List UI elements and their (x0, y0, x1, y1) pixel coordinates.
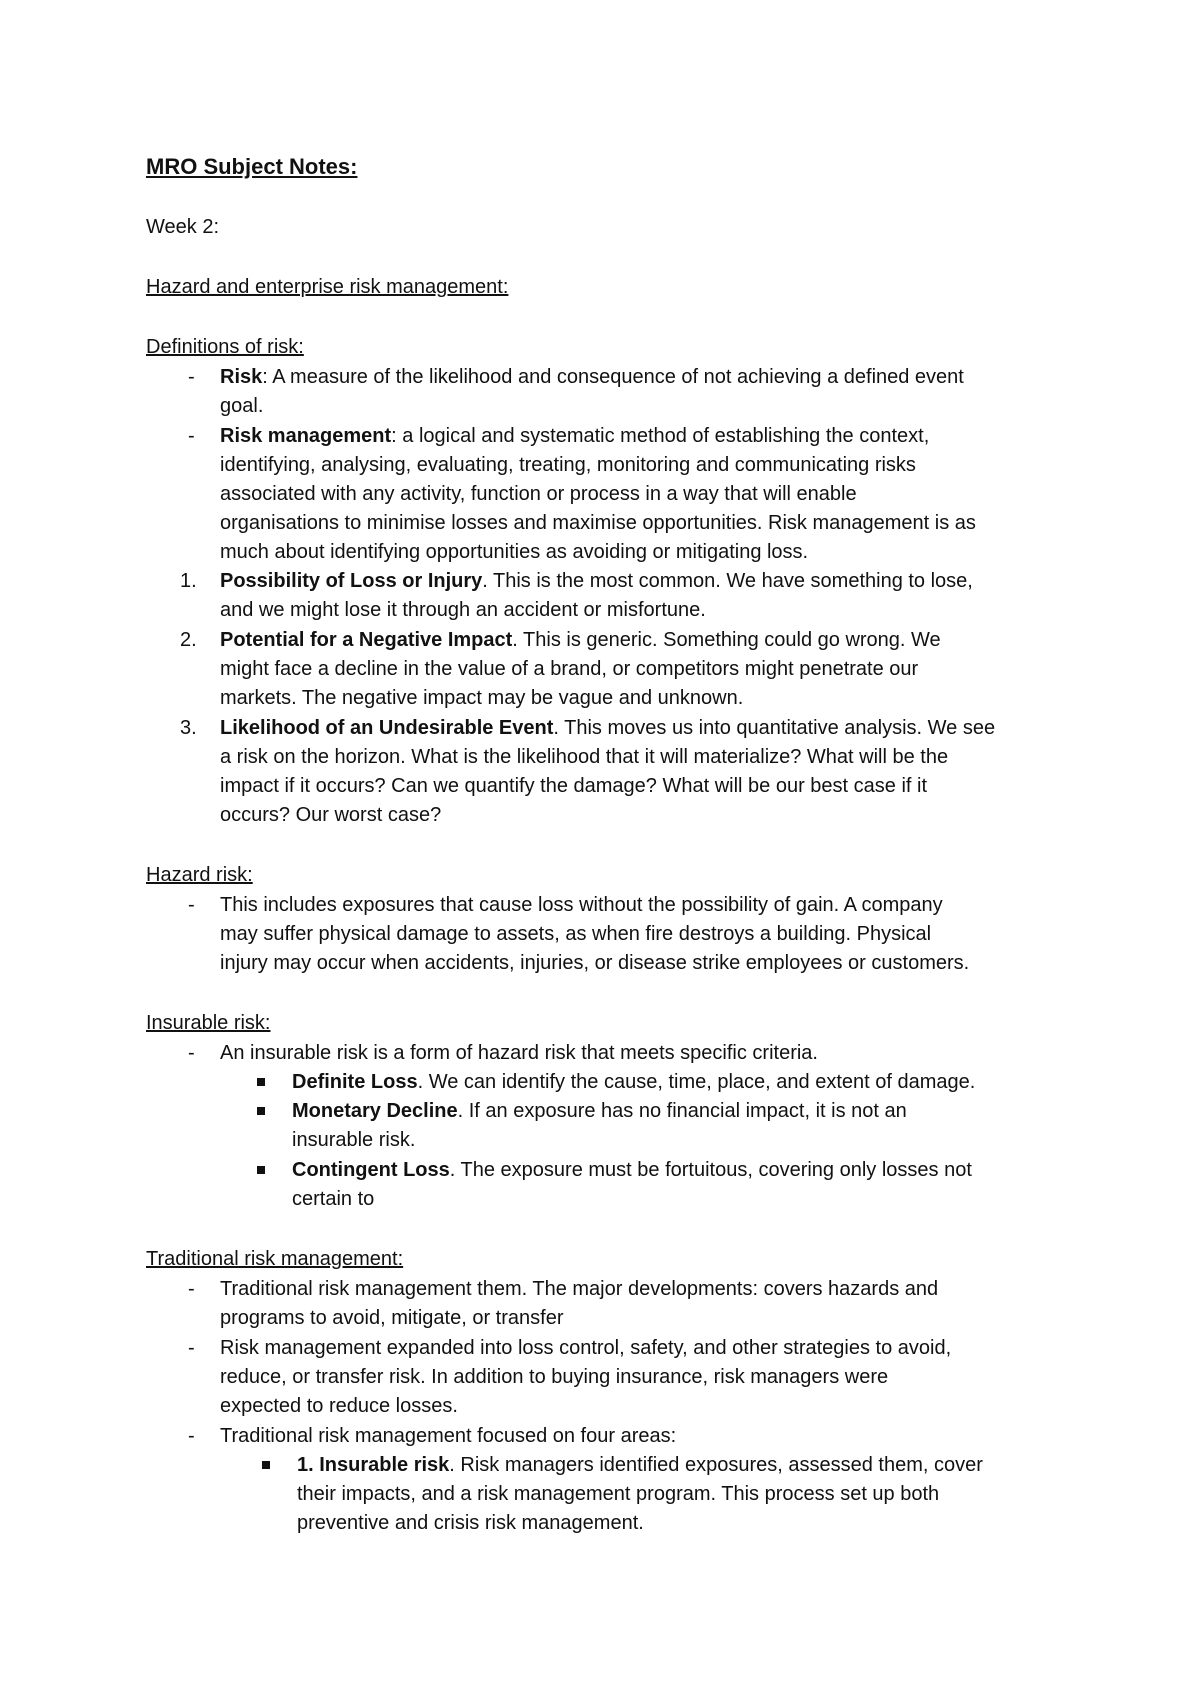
risk-def-text: : A measure of the likelihood and consequence of not achieving a defined event (262, 366, 964, 388)
traditional-line: Traditional risk management them. The major developments: covers hazards and (220, 1278, 939, 1300)
item-line: and we might lose it through an accident or misfortune. (220, 599, 706, 621)
item-line: might face a decline in the value of a brand, or competitors might penetrate our (220, 658, 919, 680)
traditional-area (297, 1450, 983, 1480)
item-term: Potential for a Negative Impact (220, 629, 513, 651)
rm-def-line: organisations to minimise losses and maximise opportunities. Risk management is as (220, 512, 976, 534)
area-term: 1. Insurable risk (297, 1454, 450, 1476)
hazard-line: injury may occur when accidents, injuries, or disease strike employees or customers. (220, 952, 970, 974)
traditional-line: Traditional risk management focused on four areas: (220, 1425, 677, 1447)
square-bullet (257, 1166, 265, 1174)
criterion-line: certain to (292, 1188, 375, 1210)
dash-bullet: - (188, 894, 195, 916)
rm-def-line: identifying, analysing, evaluating, treating, monitoring and communicating risks (220, 454, 916, 476)
traditional-line: Risk management expanded into loss control, safety, and other strategies to avoid, (220, 1337, 952, 1359)
traditional-line: expected to reduce losses. (220, 1395, 458, 1417)
rm-def-text: : a logical and systematic method of establishing the context, (391, 425, 930, 447)
square-bullet (257, 1078, 265, 1086)
dash-bullet: - (188, 366, 195, 388)
list-item (220, 625, 941, 655)
square-bullet (262, 1461, 270, 1469)
item-line: a risk on the horizon. What is the likelihood that it will materialize? What will be the (220, 746, 949, 768)
doc-title: MRO Subject Notes: (146, 154, 358, 179)
dash-bullet: - (188, 1042, 195, 1064)
dash-bullet: - (188, 1278, 195, 1300)
criterion-term: Contingent Loss (292, 1159, 450, 1181)
criterion-text: . The exposure must be fortuitous, covering only losses not (449, 1159, 972, 1181)
insurable-heading: Insurable risk: (146, 1012, 271, 1034)
insurable-criterion (292, 1096, 907, 1126)
dash-bullet: - (188, 1337, 195, 1359)
risk-term: Risk (220, 366, 263, 388)
section-heading: Hazard and enterprise risk management: (146, 276, 509, 298)
rm-def-line: associated with any activity, function or process in a way that will enable (220, 483, 857, 505)
item-term: Likelihood of an Undesirable Event (220, 717, 554, 739)
hazard-line: may suffer physical damage to assets, as when fire destroys a building. Physical (220, 923, 932, 945)
item-text: . This is generic. Something could go wrong. We (512, 629, 941, 651)
rm-term: Risk management (220, 425, 392, 447)
item-text: . This is the most common. We have something to lose, (482, 570, 973, 592)
risk-def-line: goal. (220, 395, 264, 417)
risk-definition (220, 362, 964, 392)
dash-bullet: - (188, 425, 195, 447)
criterion-term: Monetary Decline (292, 1100, 458, 1122)
hazard-heading: Hazard risk: (146, 864, 253, 886)
list-item (220, 566, 973, 596)
list-number: 3. (180, 717, 197, 739)
rm-definition (220, 421, 929, 451)
rm-def-line: much about identifying opportunities as avoiding or mitigating loss. (220, 541, 809, 563)
area-line: preventive and crisis risk management. (297, 1512, 644, 1534)
dash-bullet: - (188, 1425, 195, 1447)
square-bullet (257, 1107, 265, 1115)
hazard-line: This includes exposures that cause loss without the possibility of gain. A company (220, 894, 943, 916)
traditional-line: reduce, or transfer risk. In addition to buying insurance, risk managers were (220, 1366, 889, 1388)
traditional-line: programs to avoid, mitigate, or transfer (220, 1307, 564, 1329)
definitions-heading: Definitions of risk: (146, 336, 304, 358)
item-text: . This moves us into quantitative analysis. We see (553, 717, 996, 739)
criterion-term: Definite Loss (292, 1071, 418, 1093)
list-number: 1. (180, 570, 197, 592)
item-line: impact if it occurs? Can we quantify the damage? What will be our best case if it (220, 775, 928, 797)
list-item (220, 713, 995, 743)
insurable-intro: An insurable risk is a form of hazard risk that meets specific criteria. (220, 1042, 818, 1064)
traditional-heading: Traditional risk management: (146, 1248, 404, 1270)
area-text: . Risk managers identified exposures, assessed them, cover (449, 1454, 983, 1476)
week-label: Week 2: (146, 216, 219, 238)
insurable-criterion (292, 1067, 975, 1097)
criterion-text: . We can identify the cause, time, place, and extent of damage. (417, 1071, 976, 1093)
item-term: Possibility of Loss or Injury (220, 570, 483, 592)
area-line: their impacts, and a risk management program. This process set up both (297, 1483, 940, 1505)
item-line: markets. The negative impact may be vague and unknown. (220, 687, 744, 709)
criterion-line: insurable risk. (292, 1129, 416, 1151)
item-line: occurs? Our worst case? (220, 804, 442, 826)
insurable-criterion (292, 1155, 972, 1185)
criterion-text: . If an exposure has no financial impact, it is not an (457, 1100, 907, 1122)
list-number: 2. (180, 629, 197, 651)
